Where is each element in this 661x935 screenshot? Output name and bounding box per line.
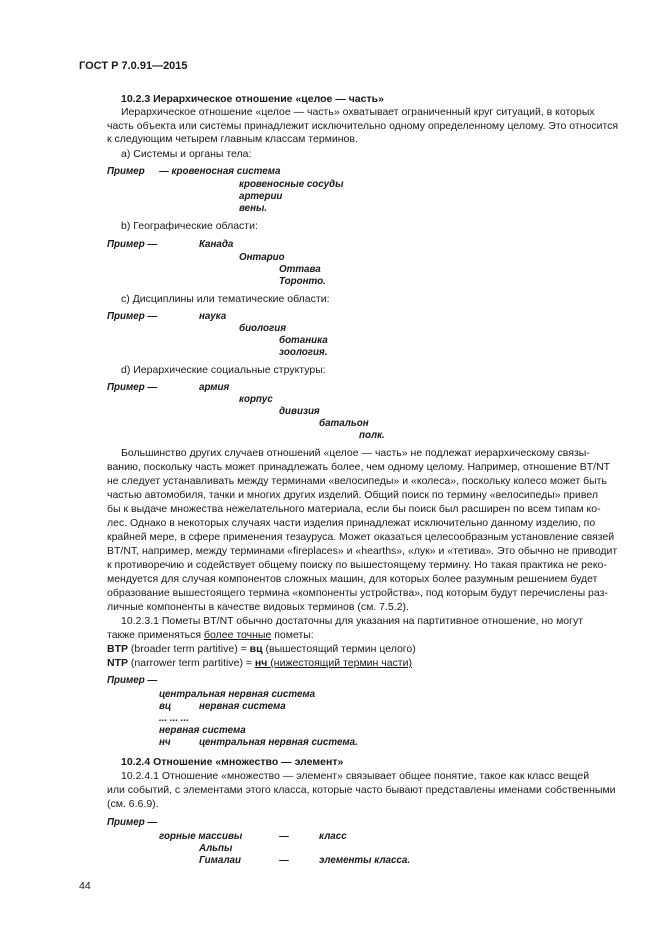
- p10231-text: также применяться: [107, 629, 204, 641]
- example-term: нервная система: [199, 701, 286, 712]
- example-term: Онтарио: [239, 252, 285, 263]
- body-line: частью автомобиля, тачки и многих других изделий. Общий поиск по термину «велосипеды» привел: [107, 489, 598, 501]
- example-term: Альпы: [199, 843, 233, 854]
- page-number: 44: [79, 880, 91, 892]
- example-term: Канада: [199, 239, 234, 250]
- example-term: нервная система: [159, 725, 246, 736]
- example-term: Гималаи: [199, 855, 241, 866]
- example-term: ботаника: [279, 335, 328, 346]
- example-term: Торонто.: [279, 276, 326, 287]
- example-term: зоология.: [279, 347, 328, 358]
- example-term: — кровеносная система: [159, 166, 281, 177]
- ntp-expansion: (narrower term partitive) =: [128, 657, 255, 669]
- btp-expansion: (broader term partitive) =: [128, 643, 250, 655]
- intro-line-3: к следующим четырем главным классам терминов.: [107, 133, 358, 145]
- btp-meaning: (вышестоящий термин целого): [262, 643, 416, 655]
- intro-line-2: часть объекта или системы принадлежит исключительно одному определенному целому. Это относится: [107, 120, 619, 132]
- body-line: ванию, поскольку часть может принадлежать более, чем одному целому. Например, отношение BT/NT: [107, 461, 611, 473]
- example-label: Пример —: [107, 382, 158, 393]
- example-term: корпус: [239, 394, 273, 405]
- btp-definition: [107, 643, 416, 657]
- example-term: батальон: [319, 418, 369, 429]
- body-line: личные компоненты в качестве видовых терминов (см. 7.5.2).: [107, 601, 409, 613]
- example-term: биология: [239, 323, 286, 334]
- example-term: Оттава: [279, 264, 321, 275]
- example-label: Пример —: [107, 675, 158, 686]
- body-line: мендуется для случая компонентов сложных машин, для которых более разумным решением будет: [107, 573, 598, 585]
- body-line: крайней мере, в сфере применения тезауруса. Может оказаться целесообразным установление связей: [107, 531, 615, 543]
- example-term: центральная нервная система.: [199, 737, 358, 748]
- document-id-header: ГОСТ Р 7.0.91—2015: [79, 60, 188, 72]
- item-c-label: c) Дисциплины или тематические области:: [121, 293, 330, 305]
- example-term: кровеносные сосуды: [239, 179, 344, 190]
- example-label: Пример —: [107, 311, 158, 322]
- example-term: горные массивы: [159, 831, 243, 842]
- ntp-code: NTP: [107, 657, 128, 669]
- item-a-label: а) Системы и органы тела:: [121, 148, 252, 160]
- example-term: армия: [199, 382, 230, 393]
- example-note: элементы класса.: [319, 855, 411, 866]
- example-dash: —: [279, 831, 289, 842]
- p10231-underlined-text: более точные: [203, 629, 272, 641]
- body-line: к противоречию и содействует общему поиску по вышестоящему термину. Но такая практика не реко-: [107, 559, 607, 571]
- p10231-line-2: [107, 629, 314, 643]
- ntp-short-code: нч: [254, 657, 268, 669]
- example-ellipsis: ... ... ...: [159, 713, 189, 724]
- example-term: дивизия: [279, 406, 320, 417]
- btp-code: BTP: [107, 643, 128, 655]
- example-term: вены.: [239, 203, 268, 214]
- body-line: не следует устанавливать между терминами «велосипеды» и «колеса», поскольку колесо может быть: [107, 475, 607, 487]
- example-code: вц: [159, 701, 172, 712]
- item-b-label: b) Географические области:: [121, 220, 258, 232]
- s1024-line-2: или событий, с элементами этого класса, которые часто бывают представлены именами собственными: [107, 784, 616, 796]
- s1024-line-1: 10.2.4.1 Отношение «множество — элемент» связывает общее понятие, такое как класс вещей: [121, 770, 590, 782]
- body-line: бы к выдаче множества нежелательного материала, если бы поиск был расширен по всем типам ко-: [107, 503, 601, 515]
- body-line: лес. Однако в некоторых случаях части изделия принадлежат исключительно данному изделию, по: [107, 517, 596, 529]
- p10231-line-1: 10.2.3.1 Пометы BT/NT обычно достаточны для указания на партитивное отношение, но могут: [121, 615, 584, 627]
- example-term: артерии: [239, 191, 283, 202]
- body-line: Большинство других случаев отношений «целое — часть» не подлежат иерархическому связы-: [121, 447, 590, 459]
- example-term: полк.: [359, 430, 385, 441]
- p10231-text: пометы:: [271, 629, 314, 641]
- example-term: наука: [199, 311, 227, 322]
- example-label: Пример: [107, 166, 145, 177]
- section-heading-10-2-3: 10.2.3 Иерархическое отношение «целое — часть»: [121, 93, 384, 105]
- body-line: образование вышестоящего термина «компоненты устройства», под которым будут перечислены раз-: [107, 587, 608, 599]
- example-label: Пример —: [107, 239, 158, 250]
- ntp-meaning: (нижестоящий термин части): [267, 657, 412, 669]
- btp-short-code: вц: [249, 643, 263, 655]
- example-code: нч: [159, 737, 171, 748]
- s1024-line-3: (см. 6.6.9).: [107, 798, 159, 810]
- item-d-label: d) Иерархические социальные структуры:: [121, 364, 326, 376]
- example-label: Пример —: [107, 817, 158, 828]
- example-dash: —: [279, 855, 289, 866]
- example-term: центральная нервная система: [159, 689, 316, 700]
- intro-line-1: Иерархическое отношение «целое — часть» охватывает ограниченный круг ситуаций, в которых: [121, 106, 595, 118]
- ntp-definition: [107, 657, 412, 671]
- section-heading-10-2-4: 10.2.4 Отношение «множество — элемент»: [121, 756, 344, 768]
- example-note: класс: [319, 831, 347, 842]
- body-line: BT/NT, например, между терминами «fireplaces» и «hearths», «лук» и «тетива». Это обычно не приводит: [107, 545, 618, 557]
